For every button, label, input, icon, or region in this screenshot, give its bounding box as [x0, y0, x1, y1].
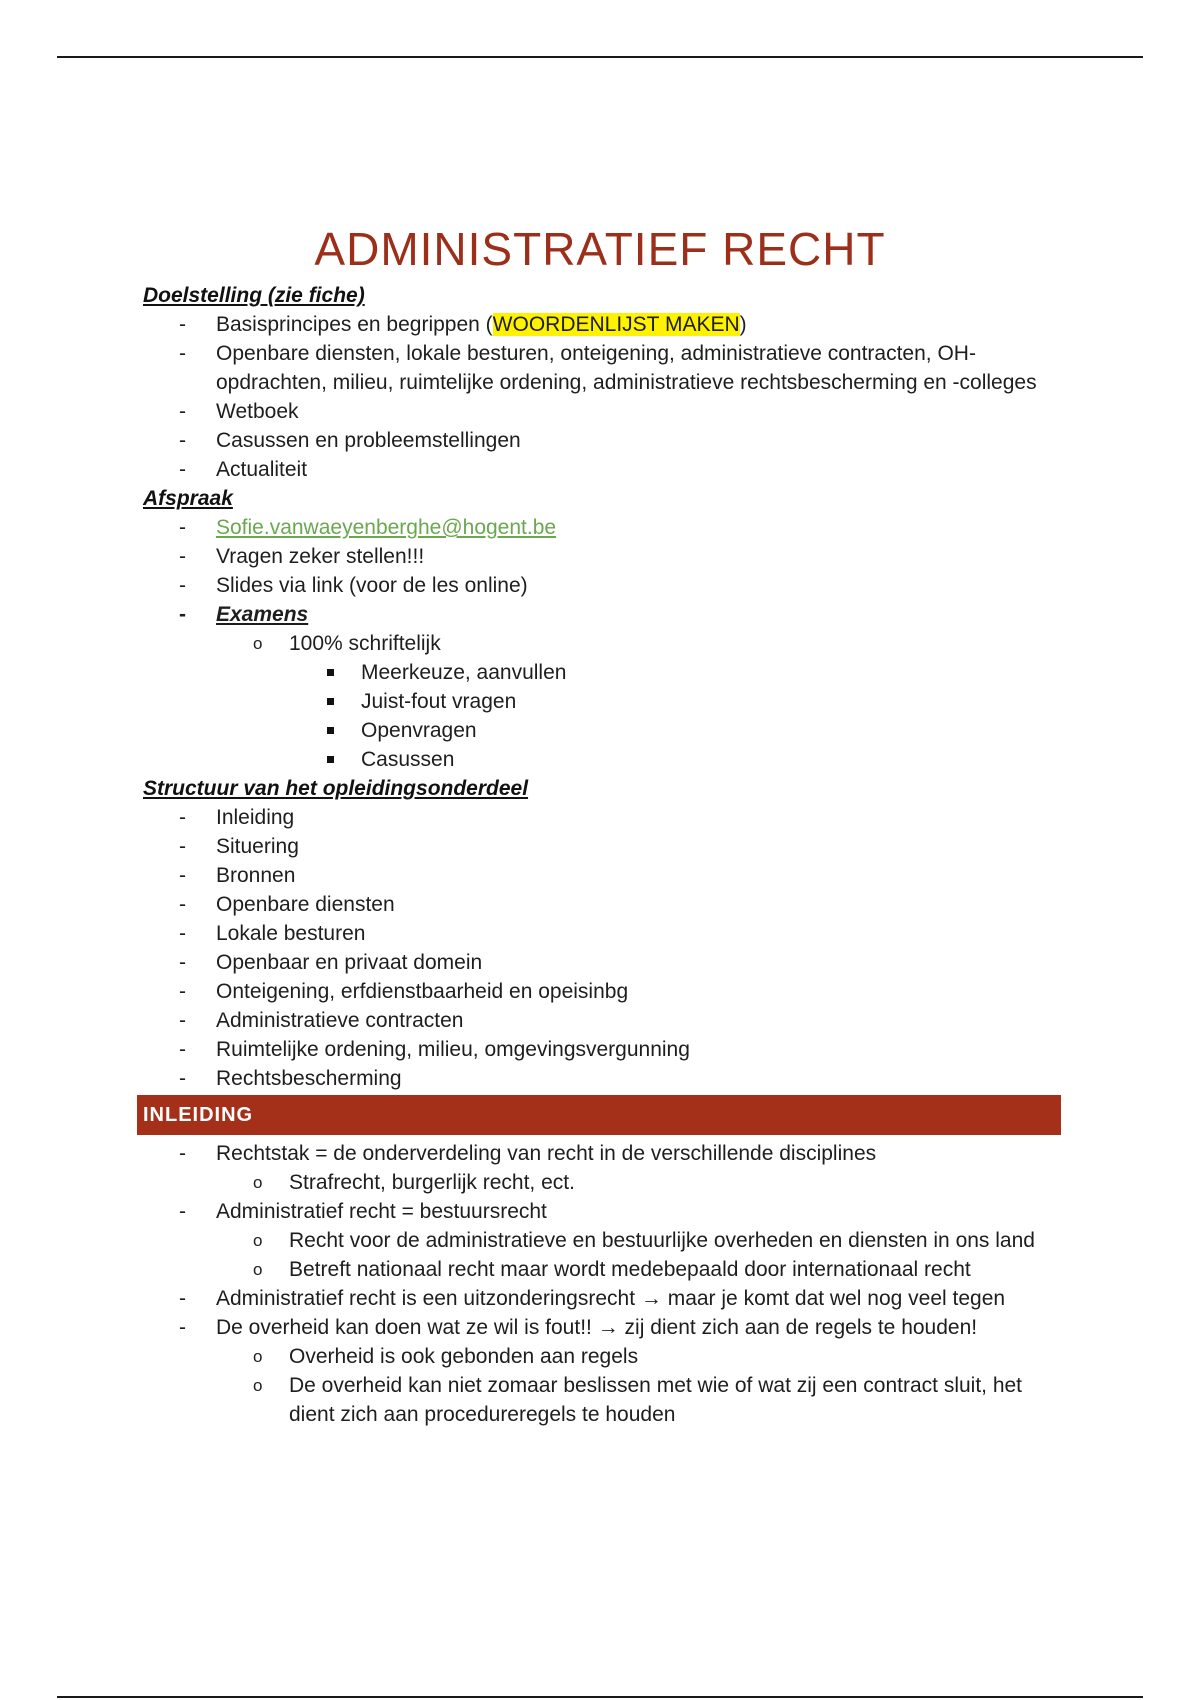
- list-item: - Ruimtelijke ordening, milieu, omgevingsvergunning: [143, 1035, 1043, 1064]
- list-item: - Vragen zeker stellen!!!: [143, 542, 1043, 571]
- inleiding-section-heading: INLEIDING: [137, 1095, 1061, 1135]
- exam-type-item: Openvragen: [143, 716, 1043, 745]
- sub-list-item: o Betreft nationaal recht maar wordt medebepaald door internationaal recht: [143, 1255, 1043, 1284]
- list-item: - Situering: [143, 832, 1043, 861]
- list-item: - Actualiteit: [143, 455, 1043, 484]
- exam-type-item: Meerkeuze, aanvullen: [143, 658, 1043, 687]
- examens-label: Examens: [216, 603, 309, 626]
- list-item: - Openbaar en privaat domein: [143, 948, 1043, 977]
- exam-type-item: Casussen: [143, 745, 1043, 774]
- list-item: - Slides via link (voor de les online): [143, 571, 1043, 600]
- list-item: - Casussen en probleemstellingen: [143, 426, 1043, 455]
- structuur-list: [143, 803, 1043, 1093]
- list-item: - Openbare diensten, lokale besturen, onteigening, administratieve contracten, OH-opdrachten, milieu, ruimtelijke ordening, administratieve rechtsbescherming en -colleges: [143, 339, 1043, 397]
- list-item-examens: [143, 600, 1043, 629]
- list-item: - Openbare diensten: [143, 890, 1043, 919]
- list-item: - Lokale besturen: [143, 919, 1043, 948]
- list-item: [143, 513, 1043, 542]
- structuur-heading: Structuur van het opleidingsonderdeel: [143, 777, 529, 800]
- doelstelling-heading: Doelstelling (zie fiche): [143, 284, 365, 307]
- list-item: - De overheid kan doen wat ze wil is fout!! → zij dient zich aan de regels te houden!: [143, 1313, 1043, 1342]
- footer-rule: [57, 1696, 1143, 1698]
- sub-list-item: o 100% schriftelijk: [143, 629, 1043, 658]
- list-item: - Onteigening, erfdienstbaarheid en opeisinbg: [143, 977, 1043, 1006]
- sub-list-item: o Recht voor de administratieve en bestuurlijke overheden en diensten in ons land: [143, 1226, 1043, 1255]
- afspraak-heading: Afspraak: [143, 487, 233, 510]
- sub-list-item: o Strafrecht, burgerlijk recht, ect.: [143, 1168, 1043, 1197]
- email-link[interactable]: Sofie.vanwaeyenberghe@hogent.be: [216, 516, 557, 539]
- list-item: - Bronnen: [143, 861, 1043, 890]
- afspraak-list: [143, 513, 1043, 774]
- sub-list-item: o Overheid is ook gebonden aan regels: [143, 1342, 1043, 1371]
- highlighted-text: WOORDENLIJST MAKEN: [492, 313, 740, 336]
- list-item: - Administratief recht = bestuursrecht: [143, 1197, 1043, 1226]
- document-title: ADMINISTRATIEF RECHT: [314, 223, 886, 275]
- document-body: [143, 281, 1043, 1429]
- list-item: - Rechtsbescherming: [143, 1064, 1043, 1093]
- exam-type-item: Juist-fout vragen: [143, 687, 1043, 716]
- header-rule: [57, 56, 1143, 58]
- list-item: - Rechtstak = de onderverdeling van recht in de verschillende disciplines: [143, 1139, 1043, 1168]
- list-item: - Wetboek: [143, 397, 1043, 426]
- list-item: - Inleiding: [143, 803, 1043, 832]
- sub-list-item: o De overheid kan niet zomaar beslissen met wie of wat zij een contract sluit, het dient zich aan procedureregels te houden: [143, 1371, 1043, 1429]
- list-item: - Basisprincipes en begrippen (WOORDENLIJST MAKEN): [143, 310, 1043, 339]
- list-item: - Administratieve contracten: [143, 1006, 1043, 1035]
- inleiding-list: [143, 1139, 1043, 1429]
- doelstelling-list: [143, 310, 1043, 484]
- list-item: - Administratief recht is een uitzonderingsrecht → maar je komt dat wel nog veel tegen: [143, 1284, 1043, 1313]
